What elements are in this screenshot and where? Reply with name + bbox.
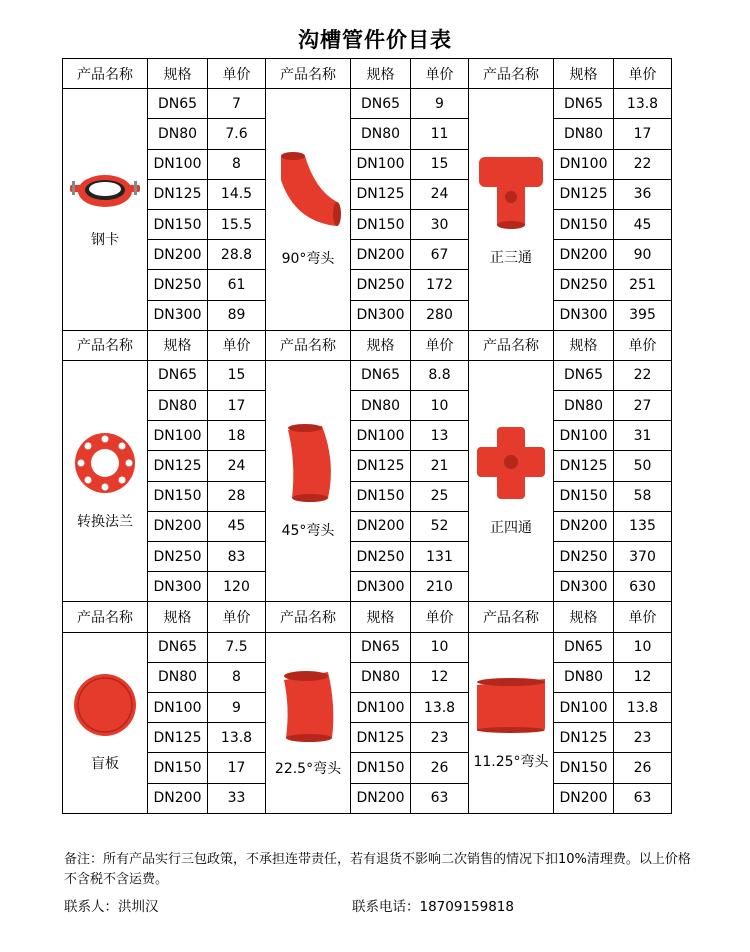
price-cell: 10: [411, 632, 469, 662]
price-cell: 25: [411, 481, 469, 511]
product-cell: [469, 360, 554, 602]
price-cell: 31: [614, 421, 672, 451]
spec-cell: DN65: [351, 360, 411, 390]
price-cell: 13: [411, 421, 469, 451]
price-cell: 630: [614, 572, 672, 602]
spec-cell: DN65: [148, 360, 208, 390]
spec-cell: DN125: [554, 723, 614, 753]
price-cell: 26: [411, 753, 469, 783]
flange-adapter-icon: [63, 431, 147, 499]
spec-cell: DN100: [148, 692, 208, 722]
price-cell: 18: [208, 421, 266, 451]
price-cell: 8: [208, 662, 266, 692]
table-row: [63, 451, 672, 481]
spec-cell: DN300: [351, 572, 411, 602]
spec-cell: DN65: [554, 632, 614, 662]
elbow-45-icon: [266, 422, 350, 508]
table-row: [63, 300, 672, 330]
header-product-name: 产品名称: [469, 602, 554, 632]
table-row: [63, 542, 672, 572]
spec-cell: DN80: [554, 119, 614, 149]
product-name: 正三通: [490, 250, 532, 267]
table-row: [63, 662, 672, 692]
spec-cell: DN150: [148, 753, 208, 783]
product-name: 转换法兰: [77, 514, 133, 531]
table-row: [63, 209, 672, 239]
price-cell: 90: [614, 240, 672, 270]
table-row: [63, 511, 672, 541]
spec-cell: DN300: [148, 572, 208, 602]
spec-cell: DN150: [554, 481, 614, 511]
spec-cell: DN100: [554, 421, 614, 451]
price-cell: 7.5: [208, 632, 266, 662]
header-product-name: 产品名称: [266, 59, 351, 89]
product-cell: [266, 632, 351, 813]
header-unit-price: 单价: [411, 602, 469, 632]
price-cell: 24: [208, 451, 266, 481]
price-cell: 50: [614, 451, 672, 481]
price-cell: 22: [614, 149, 672, 179]
product-cell: [266, 89, 351, 331]
price-cell: 172: [411, 270, 469, 300]
header-spec: 规格: [148, 330, 208, 360]
product-cell: [63, 360, 148, 602]
spec-cell: DN300: [554, 300, 614, 330]
product-name: 正四通: [490, 520, 532, 537]
header-product-name: 产品名称: [266, 330, 351, 360]
spec-cell: DN100: [351, 692, 411, 722]
spec-cell: DN250: [351, 270, 411, 300]
coupling-clamp-icon: [63, 169, 147, 217]
spec-cell: DN100: [351, 421, 411, 451]
price-cell: 23: [411, 723, 469, 753]
spec-cell: DN125: [351, 723, 411, 753]
spec-cell: DN150: [351, 753, 411, 783]
price-cell: 27: [614, 391, 672, 421]
spec-cell: DN300: [554, 572, 614, 602]
price-cell: 15: [411, 149, 469, 179]
product-name: 45°弯头: [281, 523, 335, 540]
spec-cell: DN250: [148, 270, 208, 300]
spec-cell: DN100: [554, 149, 614, 179]
spec-cell: DN200: [148, 511, 208, 541]
header-spec: 规格: [148, 59, 208, 89]
price-cell: 280: [411, 300, 469, 330]
spec-cell: DN250: [554, 542, 614, 572]
spec-cell: DN150: [351, 481, 411, 511]
price-cell: 8.8: [411, 360, 469, 390]
spec-cell: DN200: [148, 240, 208, 270]
header-unit-price: 单价: [614, 330, 672, 360]
table-row: [63, 572, 672, 602]
spec-cell: DN200: [148, 783, 208, 813]
product-name: 11.25°弯头: [473, 753, 549, 770]
spec-cell: DN80: [351, 662, 411, 692]
spec-cell: DN250: [554, 270, 614, 300]
spec-cell: DN200: [554, 240, 614, 270]
price-cell: 58: [614, 481, 672, 511]
contact-person: 联系人：洪圳汉: [64, 899, 159, 915]
spec-cell: DN65: [351, 632, 411, 662]
spec-cell: DN65: [148, 632, 208, 662]
price-cell: 63: [614, 783, 672, 813]
spec-cell: DN100: [554, 692, 614, 722]
spec-cell: DN80: [148, 662, 208, 692]
spec-cell: DN80: [554, 662, 614, 692]
header-row: [63, 330, 672, 360]
table-row: [63, 240, 672, 270]
spec-cell: DN100: [148, 421, 208, 451]
elbow-22-5-icon: [266, 668, 350, 746]
spec-cell: DN150: [148, 209, 208, 239]
blind-cap-icon: [63, 673, 147, 741]
price-cell: 9: [208, 692, 266, 722]
price-cell: 135: [614, 511, 672, 541]
price-cell: 12: [411, 662, 469, 692]
cross-icon: [469, 425, 553, 505]
header-spec: 规格: [554, 59, 614, 89]
price-cell: 17: [208, 753, 266, 783]
spec-cell: DN80: [148, 119, 208, 149]
price-cell: 131: [411, 542, 469, 572]
price-cell: 10: [614, 632, 672, 662]
table-row: [63, 481, 672, 511]
price-cell: 13.8: [614, 89, 672, 119]
spec-cell: DN125: [148, 179, 208, 209]
product-cell: [266, 360, 351, 602]
price-cell: 120: [208, 572, 266, 602]
spec-cell: DN125: [351, 451, 411, 481]
table-row: [63, 89, 672, 119]
spec-cell: DN125: [148, 451, 208, 481]
contact-phone: 联系电话：18709159818: [352, 899, 514, 915]
header-product-name: 产品名称: [63, 59, 148, 89]
header-unit-price: 单价: [208, 330, 266, 360]
price-cell: 395: [614, 300, 672, 330]
header-unit-price: 单价: [614, 602, 672, 632]
price-cell: 15.5: [208, 209, 266, 239]
header-spec: 规格: [351, 59, 411, 89]
header-product-name: 产品名称: [469, 59, 554, 89]
price-cell: 14.5: [208, 179, 266, 209]
product-cell: [469, 632, 554, 813]
price-cell: 45: [614, 209, 672, 239]
price-cell: 33: [208, 783, 266, 813]
spec-cell: DN125: [554, 179, 614, 209]
product-name: 90°弯头: [281, 251, 335, 268]
spec-cell: DN125: [351, 179, 411, 209]
price-cell: 52: [411, 511, 469, 541]
spec-cell: DN200: [351, 783, 411, 813]
tee-icon: [469, 151, 553, 235]
header-spec: 规格: [554, 330, 614, 360]
price-cell: 63: [411, 783, 469, 813]
product-cell: [469, 89, 554, 331]
price-cell: 17: [614, 119, 672, 149]
header-unit-price: 单价: [411, 330, 469, 360]
price-cell: 15: [208, 360, 266, 390]
spec-cell: DN65: [554, 89, 614, 119]
price-cell: 370: [614, 542, 672, 572]
header-unit-price: 单价: [411, 59, 469, 89]
header-product-name: 产品名称: [266, 602, 351, 632]
price-cell: 17: [208, 391, 266, 421]
spec-cell: DN65: [148, 89, 208, 119]
remark-note: 备注：所有产品实行三包政策，不承担连带责任，若有退货不影响二次销售的情况下扣10%清理费。以上价格不含税不含运费。: [64, 852, 691, 887]
spec-cell: DN65: [554, 360, 614, 390]
price-cell: 36: [614, 179, 672, 209]
price-table: [62, 58, 672, 814]
spec-cell: DN150: [148, 481, 208, 511]
price-cell: 10: [411, 391, 469, 421]
spec-cell: DN200: [351, 240, 411, 270]
spec-cell: DN65: [351, 89, 411, 119]
header-product-name: 产品名称: [63, 330, 148, 360]
price-cell: 89: [208, 300, 266, 330]
header-row: [63, 59, 672, 89]
price-cell: 9: [411, 89, 469, 119]
spec-cell: DN250: [351, 542, 411, 572]
header-spec: 规格: [351, 602, 411, 632]
header-spec: 规格: [148, 602, 208, 632]
price-cell: 45: [208, 511, 266, 541]
table-row: [63, 632, 672, 662]
price-cell: 30: [411, 209, 469, 239]
spec-cell: DN250: [148, 542, 208, 572]
table-row: [63, 360, 672, 390]
product-name: 钢卡: [91, 232, 119, 249]
table-row: [63, 753, 672, 783]
price-cell: 11: [411, 119, 469, 149]
price-cell: 251: [614, 270, 672, 300]
spec-cell: DN300: [148, 300, 208, 330]
spec-cell: DN80: [351, 119, 411, 149]
product-name: 22.5°弯头: [274, 760, 342, 777]
table-row: [63, 692, 672, 722]
spec-cell: DN100: [351, 149, 411, 179]
price-cell: 24: [411, 179, 469, 209]
header-product-name: 产品名称: [469, 330, 554, 360]
page-title: 沟槽管件价目表: [298, 28, 452, 52]
product-cell: [63, 632, 148, 813]
header-spec: 规格: [554, 602, 614, 632]
price-cell: 13.8: [614, 692, 672, 722]
price-cell: 26: [614, 753, 672, 783]
price-cell: 12: [614, 662, 672, 692]
elbow-90-icon: [266, 150, 350, 236]
price-cell: 7: [208, 89, 266, 119]
table-row: [63, 119, 672, 149]
spec-cell: DN125: [554, 451, 614, 481]
price-cell: 23: [614, 723, 672, 753]
table-row: [63, 179, 672, 209]
price-cell: 8: [208, 149, 266, 179]
header-spec: 规格: [351, 330, 411, 360]
spec-cell: DN150: [554, 753, 614, 783]
elbow-11-25-icon: [469, 675, 553, 739]
table-row: [63, 723, 672, 753]
header-unit-price: 单价: [208, 602, 266, 632]
price-cell: 67: [411, 240, 469, 270]
price-cell: 21: [411, 451, 469, 481]
spec-cell: DN80: [554, 391, 614, 421]
spec-cell: DN150: [351, 209, 411, 239]
table-row: [63, 270, 672, 300]
price-cell: 28.8: [208, 240, 266, 270]
price-cell: 7.6: [208, 119, 266, 149]
price-cell: 28: [208, 481, 266, 511]
spec-cell: DN80: [148, 391, 208, 421]
spec-cell: DN150: [554, 209, 614, 239]
product-name: 盲板: [91, 755, 119, 772]
spec-cell: DN80: [351, 391, 411, 421]
price-cell: 83: [208, 542, 266, 572]
price-cell: 22: [614, 360, 672, 390]
spec-cell: DN125: [148, 723, 208, 753]
header-row: [63, 602, 672, 632]
table-row: [63, 421, 672, 451]
spec-cell: DN100: [148, 149, 208, 179]
spec-cell: DN200: [351, 511, 411, 541]
header-unit-price: 单价: [614, 59, 672, 89]
spec-cell: DN200: [554, 783, 614, 813]
spec-cell: DN300: [351, 300, 411, 330]
table-row: [63, 391, 672, 421]
table-row: [63, 149, 672, 179]
price-cell: 13.8: [208, 723, 266, 753]
spec-cell: DN200: [554, 511, 614, 541]
header-product-name: 产品名称: [63, 602, 148, 632]
header-unit-price: 单价: [208, 59, 266, 89]
price-cell: 13.8: [411, 692, 469, 722]
price-cell: 61: [208, 270, 266, 300]
table-row: [63, 783, 672, 813]
price-cell: 210: [411, 572, 469, 602]
product-cell: [63, 89, 148, 331]
